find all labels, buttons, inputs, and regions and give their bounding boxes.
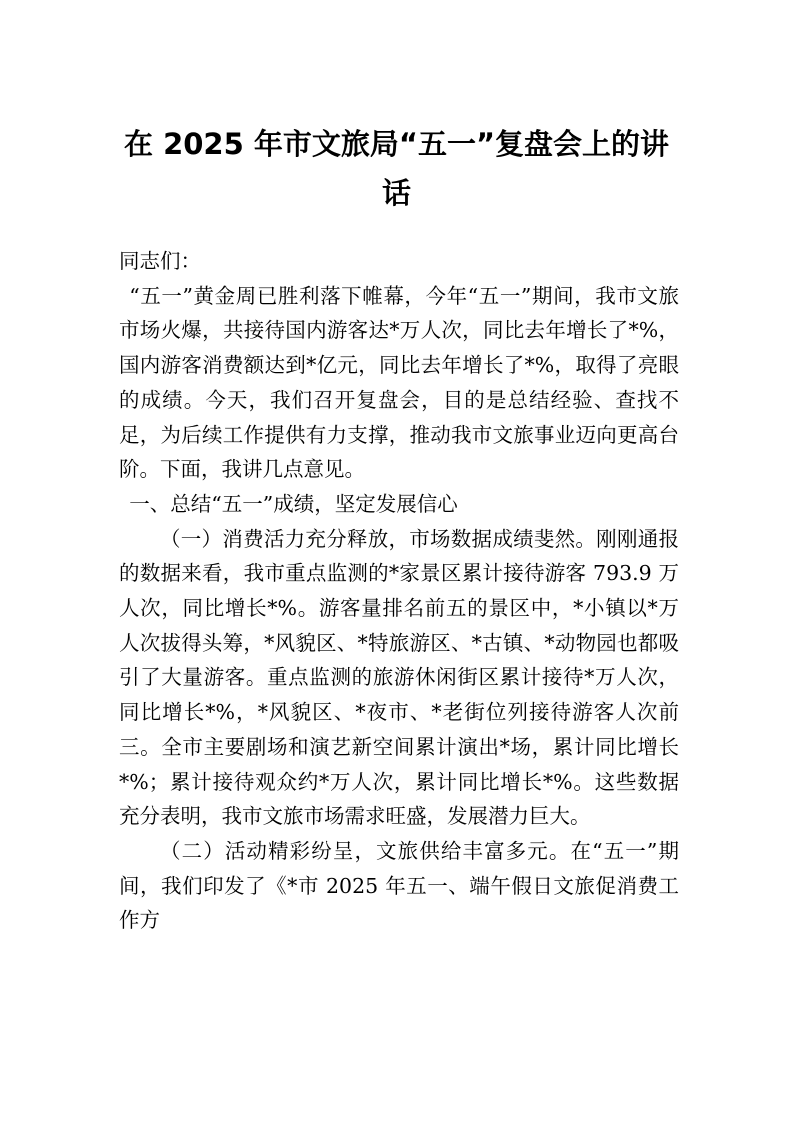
- salutation: 同志们：: [119, 249, 201, 273]
- document-body: [119, 244, 679, 938]
- document-title-line-1: 在 2025 年市文旅局“五一”复盘会上的讲: [123, 127, 670, 161]
- body-paragraph: （一）消费活力充分释放，市场数据成绩斐然。刚刚通报的数据来看，我市重点监测的*家景区累计接待游客 793.9 万人次，同比增长*%。游客量排名前五的景区中，*小镇以*万人次拔得头筹，*风貌区、*特旅游区、*古镇、*动物园也都吸引了大量游客。重点监测的旅游休闲街区累计接待*万人次，同比增长*%，*风貌区、*夜市、*老街位列接待游客人次前三。全市主要剧场和演艺新空间累计演出*场，累计同比增长*%；累计接待观众约*万人次，累计同比增长*%。这些数据充分表明，我市文旅市场需求旺盛，发展潜力巨大。: [119, 526, 679, 829]
- section-heading-1: 一、总结“五一”成绩，坚定发展信心: [129, 491, 458, 516]
- document-title-line-2: 话: [381, 176, 411, 210]
- body-paragraph: （二）活动精彩纷呈，文旅供给丰富多元。在“五一”期间，我们印发了《*市 2025 年五一、端午假日文旅促消费工作方: [119, 838, 679, 933]
- intro-paragraph: “五一”黄金周已胜利落下帷幕，今年“五一”期间，我市文旅市场火爆，共接待国内游客达*万人次，同比去年增长了*%，国内游客消费额达到*亿元，同比去年增长了*%，取得了亮眼的成绩。今天，我们召开复盘会，目的是总结经验、查找不足，为后续工作提供有力支撑，推动我市文旅事业迈向更高台阶。下面，我讲几点意见。: [119, 283, 679, 482]
